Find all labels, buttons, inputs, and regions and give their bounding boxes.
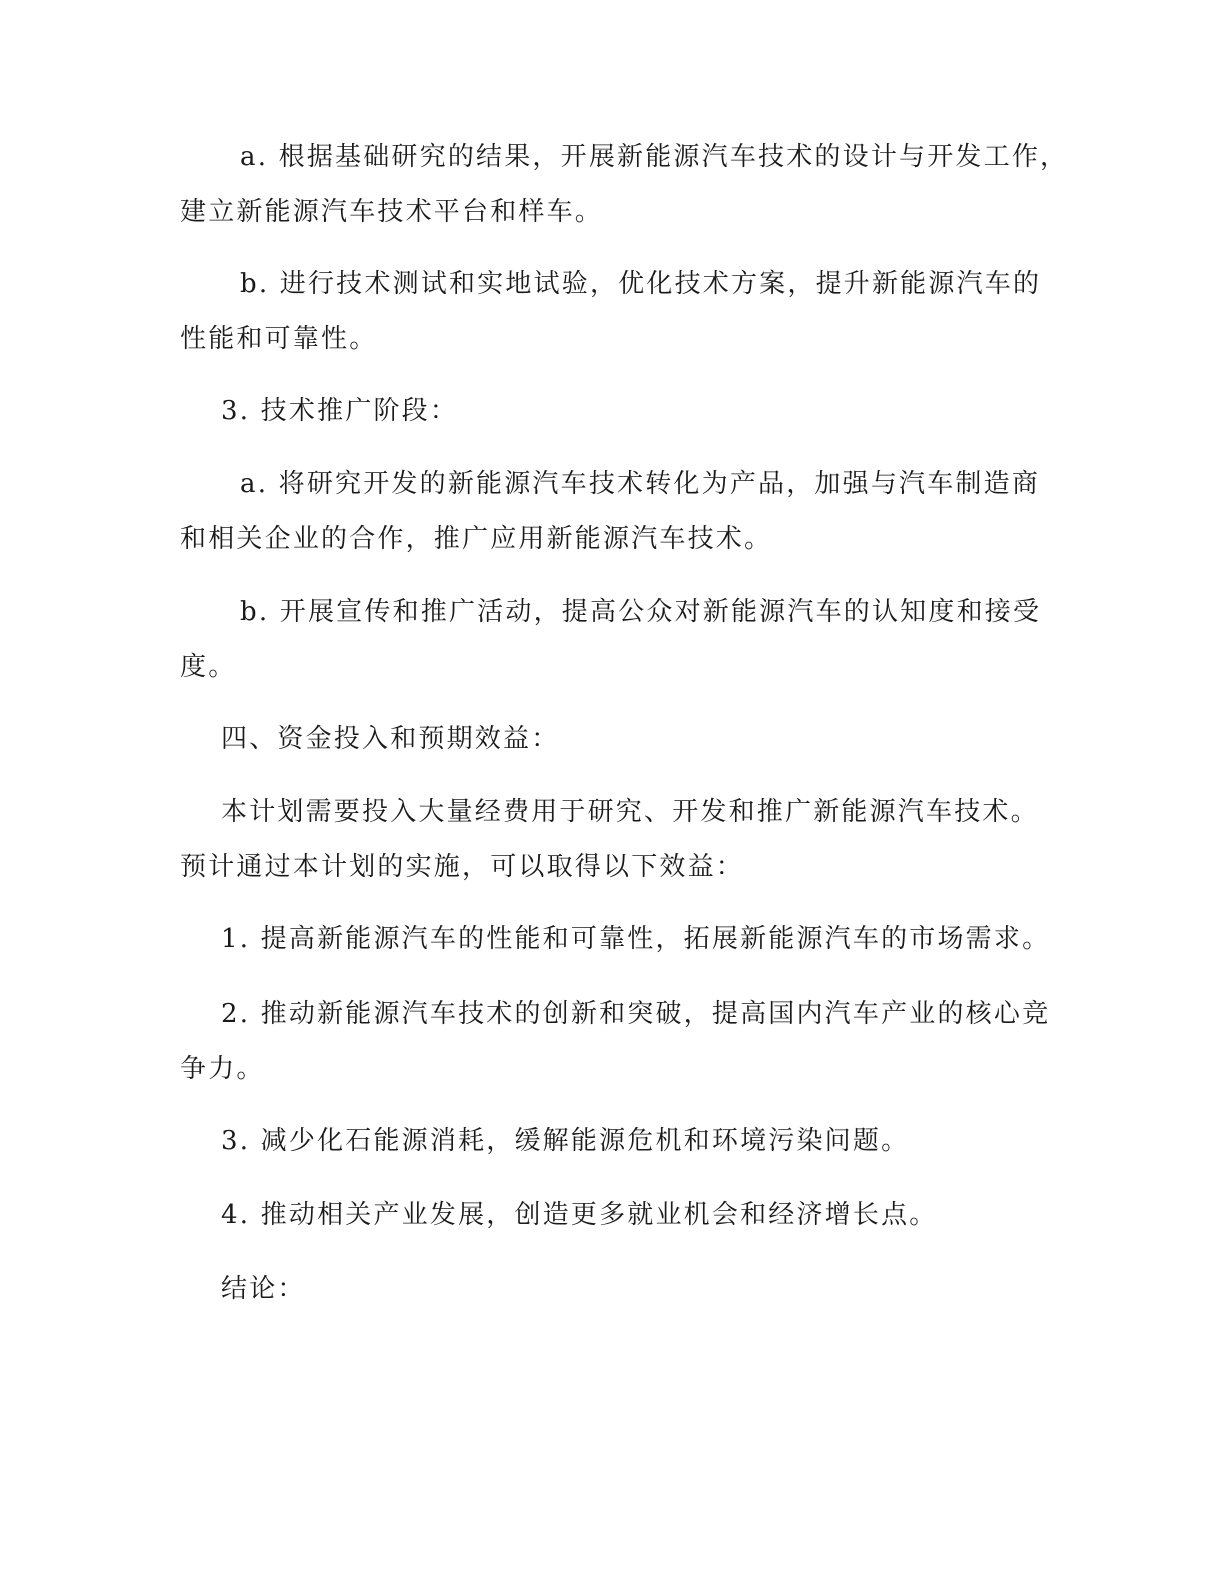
paragraph-line: 和相关企业的合作，推广应用新能源汽车技术。 (180, 524, 773, 554)
paragraph-line: 争力。 (180, 1054, 265, 1084)
paragraph-line: 3. 技术推广阶段： (221, 396, 459, 426)
paragraph-line: 性能和可靠性。 (180, 324, 378, 354)
paragraph-line: b. 进行技术测试和实地试验，优化技术方案，提升新能源汽车的 (240, 269, 1042, 299)
paragraph-line: 建立新能源汽车技术平台和样车。 (180, 197, 604, 227)
paragraph-line: 预计通过本计划的实施，可以取得以下效益： (180, 852, 745, 882)
paragraph-line: 4. 推动相关产业发展，创造更多就业机会和经济增长点。 (221, 1200, 938, 1230)
paragraph-line: 1. 提高新能源汽车的性能和可靠性，拓展新能源汽车的市场需求。 (221, 924, 1051, 954)
paragraph-line: 2. 推动新能源汽车技术的创新和突破，提高国内汽车产业的核心竞 (221, 999, 1051, 1029)
paragraph-line: 结论： (221, 1274, 306, 1304)
paragraph-line: 3. 减少化石能源消耗，缓解能源危机和环境污染问题。 (221, 1126, 910, 1156)
paragraph-line: a. 将研究开发的新能源汽车技术转化为产品，加强与汽车制造商 (240, 469, 1041, 499)
paragraph-line: a. 根据基础研究的结果，开展新能源汽车技术的设计与开发工作， (240, 142, 1069, 172)
paragraph-line: 四、资金投入和预期效益： (221, 724, 560, 754)
paragraph-line: 度。 (180, 652, 237, 682)
paragraph-line: b. 开展宣传和推广活动，提高公众对新能源汽车的认知度和接受 (240, 597, 1042, 627)
paragraph-line: 本计划需要投入大量经费用于研究、开发和推广新能源汽车技术。 (221, 797, 1039, 827)
